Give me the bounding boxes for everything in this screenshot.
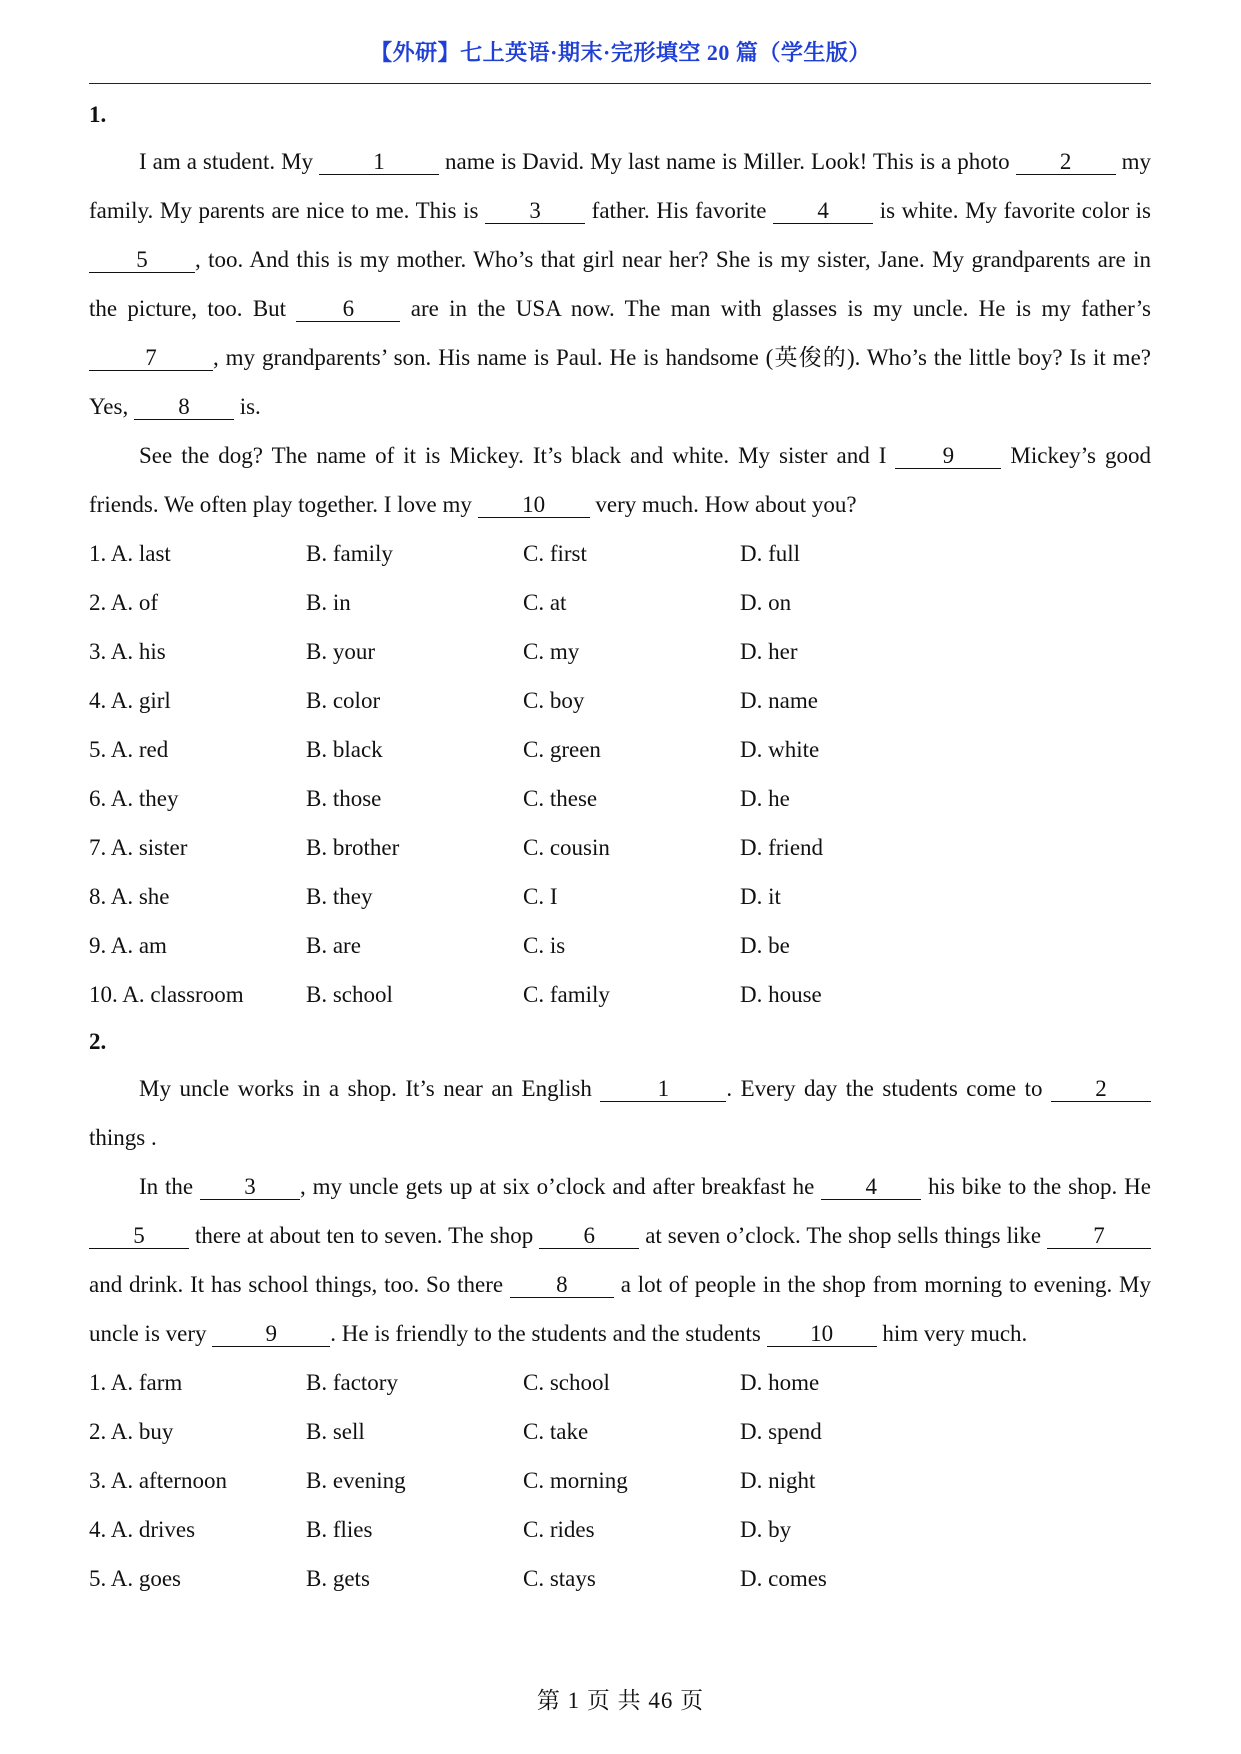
option-c[interactable]: C. cousin	[523, 835, 610, 860]
answer-blank[interactable]: 1	[600, 1077, 726, 1102]
option-row	[89, 627, 1151, 676]
passage-text: name is David. My last name is Miller. Look! This is a photo	[439, 149, 1016, 174]
option-a[interactable]: 3. A. his	[89, 639, 166, 664]
answer-blank[interactable]: 4	[773, 199, 873, 224]
option-b[interactable]: B. evening	[306, 1468, 406, 1493]
passage-text: very much. How about you?	[589, 492, 857, 517]
answer-blank[interactable]: 6	[539, 1224, 639, 1249]
option-row	[89, 1407, 1151, 1456]
passage-text: I am a student. My	[139, 149, 320, 174]
option-a[interactable]: 5. A. red	[89, 737, 169, 762]
option-a[interactable]: 5. A. goes	[89, 1566, 181, 1591]
passage-text: is white. My favorite color is	[873, 198, 1151, 223]
answer-blank[interactable]: 5	[89, 1224, 189, 1249]
option-a[interactable]: 9. A. am	[89, 933, 167, 958]
page-footer: 第 1 页 共 46 页	[536, 1688, 705, 1713]
answer-blank[interactable]: 6	[296, 297, 400, 322]
option-a[interactable]: 8. A. she	[89, 884, 170, 909]
option-b[interactable]: B. gets	[306, 1566, 370, 1591]
option-d[interactable]: D. full	[740, 541, 801, 566]
passage-text: and drink. It has school things, too. So there	[89, 1272, 510, 1297]
option-b[interactable]: B. sell	[306, 1419, 365, 1444]
document-body	[89, 92, 1151, 1603]
option-d[interactable]: D. name	[740, 688, 818, 713]
option-b[interactable]: B. factory	[306, 1370, 398, 1395]
option-d[interactable]: D. he	[740, 786, 790, 811]
option-row	[89, 1505, 1151, 1554]
option-b[interactable]: B. in	[306, 590, 351, 615]
passage-text: at seven o’clock. The shop sells things like	[639, 1223, 1047, 1248]
option-d[interactable]: D. by	[740, 1517, 792, 1542]
option-a[interactable]: 2. A. of	[89, 590, 158, 615]
option-c[interactable]: C. school	[523, 1370, 610, 1395]
option-d[interactable]: D. it	[740, 884, 781, 909]
passage-text: See the dog? The name of it is Mickey. It’s black and white. My sister and I	[139, 443, 896, 468]
option-c[interactable]: C. my	[523, 639, 580, 664]
answer-blank[interactable]: 3	[485, 199, 585, 224]
option-row	[89, 1358, 1151, 1407]
option-a[interactable]: 4. A. girl	[89, 688, 171, 713]
passage-text: , my uncle gets up at six o’clock and after breakfast he	[300, 1174, 822, 1199]
question-number: 2.	[89, 1029, 107, 1054]
option-d[interactable]: D. night	[740, 1468, 816, 1493]
passage-paragraph	[89, 431, 1151, 529]
answer-blank[interactable]: 2	[1051, 1077, 1151, 1102]
answer-blank[interactable]: 9	[895, 444, 1001, 469]
option-b[interactable]: B. they	[306, 884, 373, 909]
passage-text: . Every day the students come to	[726, 1076, 1052, 1101]
answer-blank[interactable]: 3	[200, 1175, 300, 1200]
passage-text: my family. My parents are nice to me. This is	[89, 149, 1151, 223]
answer-blank[interactable]: 7	[89, 346, 213, 371]
option-c[interactable]: C. rides	[523, 1517, 595, 1542]
option-d[interactable]: D. friend	[740, 835, 824, 860]
passage-text: , too. And this is my mother. Who’s that girl near her? She is my sister, Jane. My grandparents are in the picture, too. But	[89, 247, 1151, 321]
option-a[interactable]: 1. A. farm	[89, 1370, 183, 1395]
option-row	[89, 921, 1151, 970]
passage-text: there at about ten to seven. The shop	[189, 1223, 540, 1248]
option-c[interactable]: C. stays	[523, 1566, 596, 1591]
option-d[interactable]: D. comes	[740, 1566, 827, 1591]
option-d[interactable]: D. on	[740, 590, 792, 615]
passage-text: , my grandparents’ son. His name is Paul. He is handsome (英俊的). Who’s the little boy? Is it me? Yes,	[89, 345, 1151, 419]
option-a[interactable]: 7. A. sister	[89, 835, 188, 860]
answer-blank[interactable]: 1	[319, 150, 439, 175]
option-a[interactable]: 6. A. they	[89, 786, 179, 811]
option-d[interactable]: D. be	[740, 933, 790, 958]
passage-text: is.	[233, 394, 261, 419]
option-c[interactable]: C. boy	[523, 688, 585, 713]
passage-paragraph	[89, 1162, 1151, 1358]
passage-text: him very much.	[876, 1321, 1028, 1346]
option-a[interactable]: 1. A. last	[89, 541, 171, 566]
option-c[interactable]: C. take	[523, 1419, 589, 1444]
answer-blank[interactable]: 9	[212, 1322, 330, 1347]
answer-blank[interactable]: 10	[478, 493, 590, 518]
passage-text: Mickey’s good friends. We often play together. I love my	[89, 443, 1151, 517]
passage-paragraph	[89, 1064, 1151, 1162]
option-row	[89, 676, 1151, 725]
option-d[interactable]: D. house	[740, 982, 822, 1007]
option-b[interactable]: B. brother	[306, 835, 400, 860]
option-a[interactable]: 3. A. afternoon	[89, 1468, 227, 1493]
option-d[interactable]: D. her	[740, 639, 798, 664]
passage-text: My uncle works in a shop. It’s near an English	[139, 1076, 601, 1101]
answer-blank[interactable]: 4	[821, 1175, 921, 1200]
answer-blank[interactable]: 7	[1047, 1224, 1151, 1249]
option-b[interactable]: B. are	[306, 933, 361, 958]
option-c[interactable]: C. these	[523, 786, 598, 811]
option-b[interactable]: B. black	[306, 737, 383, 762]
answer-blank[interactable]: 8	[134, 395, 234, 420]
option-a[interactable]: 2. A. buy	[89, 1419, 174, 1444]
option-b[interactable]: B. family	[306, 541, 393, 566]
option-row	[89, 725, 1151, 774]
question-number: 1.	[89, 102, 107, 127]
option-row	[89, 1554, 1151, 1603]
option-row	[89, 970, 1151, 1019]
option-c[interactable]: C. family	[523, 982, 610, 1007]
answer-blank[interactable]: 2	[1016, 150, 1116, 175]
option-c[interactable]: C. morning	[523, 1468, 628, 1493]
option-row	[89, 578, 1151, 627]
option-a[interactable]: 4. A. drives	[89, 1517, 196, 1542]
option-d[interactable]: D. white	[740, 737, 820, 762]
passage-text: his bike to the shop. He	[921, 1174, 1151, 1199]
passage-text: . He is friendly to the students and the students	[330, 1321, 767, 1346]
answer-blank[interactable]: 10	[767, 1322, 877, 1347]
option-a[interactable]: 10. A. classroom	[89, 982, 244, 1007]
passage-text: In the	[139, 1174, 201, 1199]
passage-text: are in the USA now. The man with glasses is my uncle. He is my father’s	[400, 296, 1152, 321]
option-c[interactable]: C. I	[523, 884, 558, 909]
option-c[interactable]: C. first	[523, 541, 587, 566]
option-b[interactable]: B. school	[306, 982, 393, 1007]
option-b[interactable]: B. your	[306, 639, 375, 664]
answer-blank[interactable]: 8	[510, 1273, 614, 1298]
passage-text: a lot of people in the shop from morning to evening. My uncle is very	[89, 1272, 1151, 1346]
passage-paragraph	[89, 137, 1151, 431]
option-row	[89, 1456, 1151, 1505]
option-c[interactable]: C. green	[523, 737, 601, 762]
option-row	[89, 774, 1151, 823]
answer-blank[interactable]: 5	[89, 248, 195, 273]
option-b[interactable]: B. those	[306, 786, 382, 811]
option-b[interactable]: B. color	[306, 688, 381, 713]
option-d[interactable]: D. home	[740, 1370, 820, 1395]
passage-text: things .	[89, 1125, 157, 1150]
option-row	[89, 872, 1151, 921]
option-row	[89, 823, 1151, 872]
document-header: 【外研】七上英语·期末·完形填空 20 篇（学生版）	[370, 40, 871, 65]
option-b[interactable]: B. flies	[306, 1517, 373, 1542]
option-d[interactable]: D. spend	[740, 1419, 822, 1444]
header-rule	[89, 83, 1151, 84]
option-row	[89, 529, 1151, 578]
option-c[interactable]: C. is	[523, 933, 566, 958]
option-c[interactable]: C. at	[523, 590, 567, 615]
passage-text: father. His favorite	[585, 198, 774, 223]
